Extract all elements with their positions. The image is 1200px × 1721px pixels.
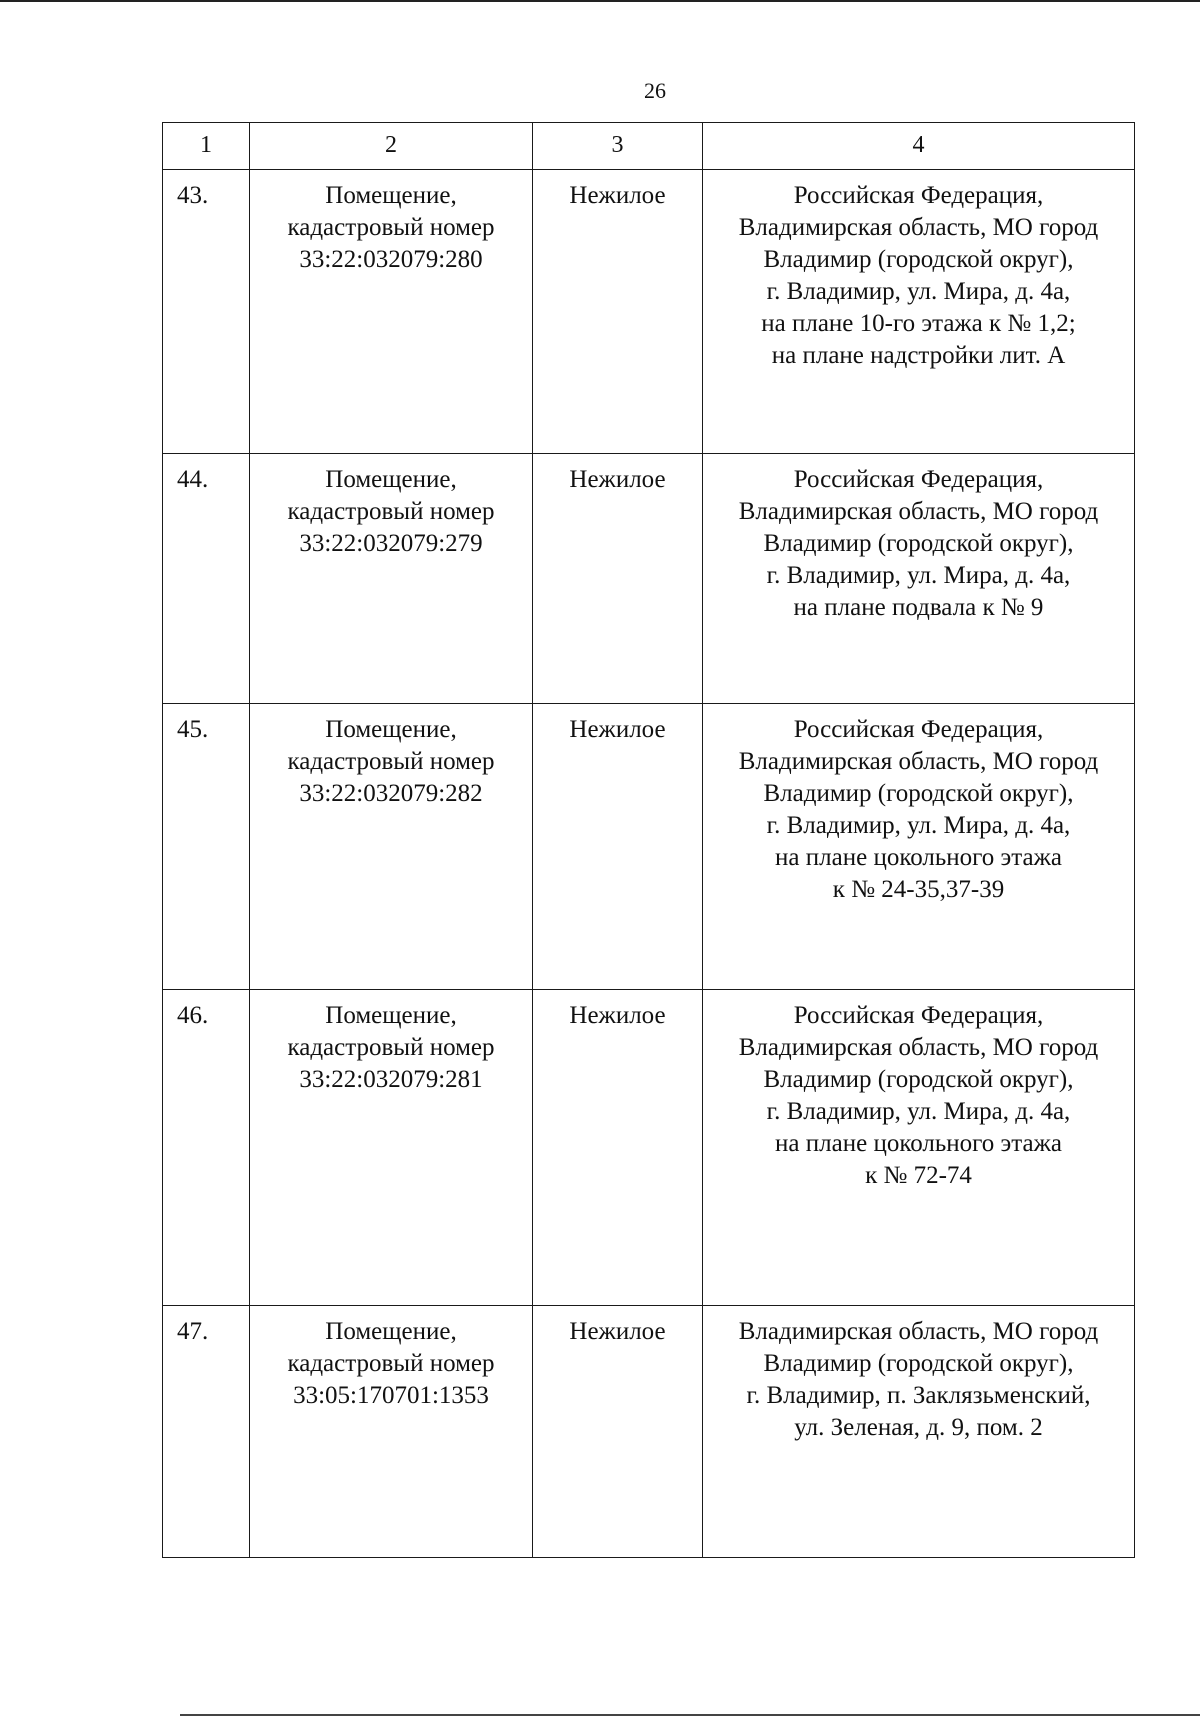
address-line: г. Владимир, ул. Мира, д. 4а, [766,812,1071,839]
address-line: Владимир (городской округ), [763,1350,1074,1377]
cadastral-number: 33:22:032079:279 [299,530,483,557]
address-line: Владимир (городской округ), [763,246,1074,273]
cadastral-number: 33:22:032079:282 [299,780,483,807]
address-cell [703,704,1135,990]
property-registry-table [162,122,1135,1558]
page-number: 26 [644,78,666,103]
address-line: к № 72-74 [865,1162,972,1189]
object-line: Помещение, [325,716,457,743]
address-cell [703,990,1135,1306]
object-cell [250,454,533,704]
address-cell [703,170,1135,454]
cadastral-number: 33:22:032079:281 [299,1066,483,1093]
object-line: Помещение, [325,466,457,493]
cadastral-number: 33:22:032079:280 [299,246,483,273]
address-line: г. Владимир, ул. Мира, д. 4а, [766,1098,1071,1125]
object-cell [250,1306,533,1558]
type-cell: Нежилое [533,704,703,990]
object-line: Помещение, [325,182,457,209]
column-header-3: 3 [533,123,703,170]
cadastral-number: 33:05:170701:1353 [293,1382,489,1409]
address-cell [703,454,1135,704]
address-line: Российская Федерация, [793,466,1044,493]
address-line: Российская Федерация, [793,1002,1044,1029]
address-line: Владимир (городской округ), [763,530,1074,557]
row-number: 45. [163,704,250,990]
bottom-border-line [180,1714,1200,1716]
object-line: кадастровый номер [287,214,495,241]
address-line: г. Владимир, ул. Мира, д. 4а, [766,278,1071,305]
address-line: Владимир (городской округ), [763,1066,1074,1093]
object-line: кадастровый номер [287,748,495,775]
type-cell: Нежилое [533,990,703,1306]
address-line: на плане надстройки лит. А [771,342,1066,369]
address-line: на плане подвала к № 9 [793,594,1044,621]
object-line: Помещение, [325,1318,457,1345]
address-line: Владимирская область, МО город [738,748,1099,775]
object-cell [250,170,533,454]
object-line: кадастровый номер [287,1350,495,1377]
column-header-4: 4 [703,123,1135,170]
object-line: кадастровый номер [287,498,495,525]
table-row [163,990,1135,1306]
address-line: Владимирская область, МО город [738,214,1099,241]
address-line: на плане 10-го этажа к № 1,2; [761,310,1076,337]
address-line: Владимирская область, МО город [738,1034,1099,1061]
object-cell [250,990,533,1306]
address-line: Владимирская область, МО город [738,1318,1099,1345]
object-cell [250,704,533,990]
object-line: кадастровый номер [287,1034,495,1061]
address-line: г. Владимир, п. Заклязьменский, [746,1382,1091,1409]
table-row [163,454,1135,704]
address-cell [703,1306,1135,1558]
row-number: 47. [163,1306,250,1558]
address-line: Владимир (городской округ), [763,780,1074,807]
row-number: 46. [163,990,250,1306]
address-line: ул. Зеленая, д. 9, пом. 2 [794,1414,1043,1441]
type-cell: Нежилое [533,170,703,454]
row-number: 44. [163,454,250,704]
table-row [163,170,1135,454]
object-line: Помещение, [325,1002,457,1029]
address-line: Российская Федерация, [793,182,1044,209]
row-number: 43. [163,170,250,454]
address-line: Российская Федерация, [793,716,1044,743]
address-line: на плане цокольного этажа [775,1130,1062,1157]
type-cell: Нежилое [533,454,703,704]
address-line: Владимирская область, МО город [738,498,1099,525]
table-row [163,1306,1135,1558]
address-line: г. Владимир, ул. Мира, д. 4а, [766,562,1071,589]
address-line: на плане цокольного этажа [775,844,1062,871]
address-line: к № 24-35,37-39 [832,876,1005,903]
column-header-1: 1 [163,123,250,170]
table-row [163,704,1135,990]
top-border-line [0,0,1200,2]
type-cell: Нежилое [533,1306,703,1558]
table-header-row [163,123,1135,170]
column-header-2: 2 [250,123,533,170]
